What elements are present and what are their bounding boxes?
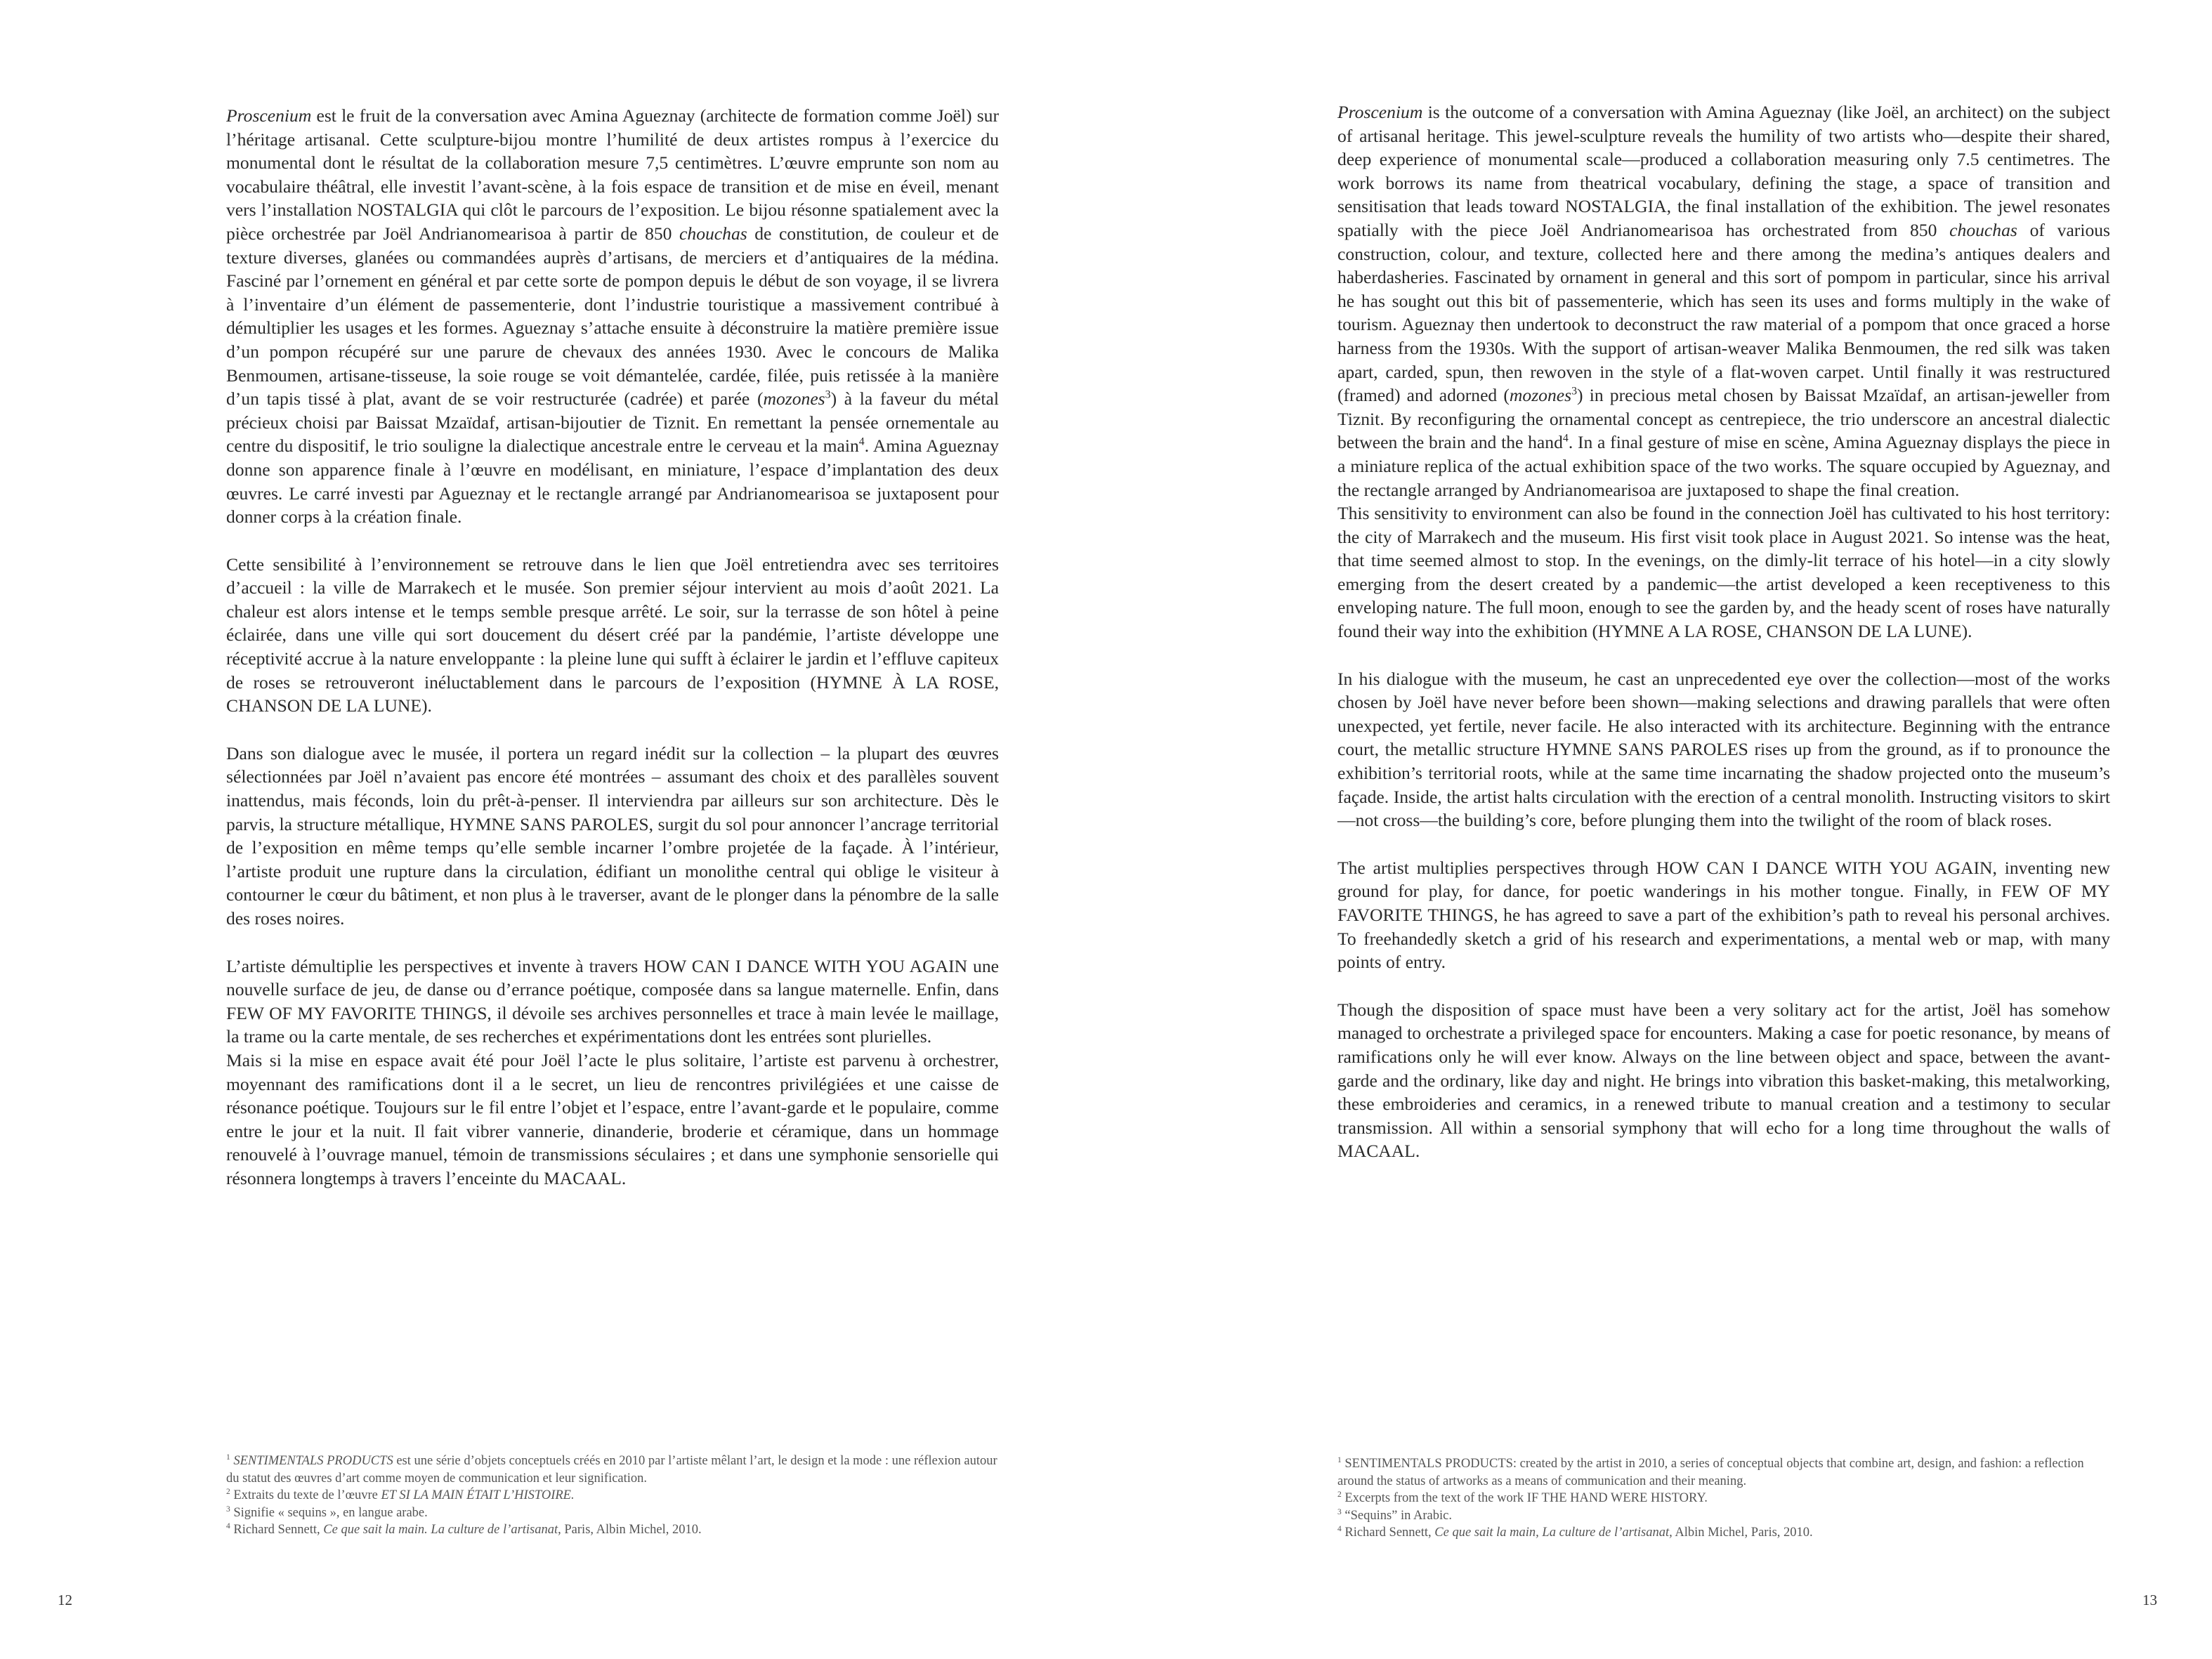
left-paragraph-3: Dans son dialogue avec le musée, il portera un regard inédit sur la collection – la plupart des œuvres sélectionnées par Joël n’avaient pas encore été montrées – assumant des choix et des parallèles souvent inattendus, mais féconds, loin du prêt-à-penser. Il interviendra par ailleurs sur son architecture. Dès le parvis, la structure métallique, HYMNE SANS PAROLES, surgit du sol pour annoncer l’ancrage territorial de l’exposition en même temps qu’elle semble incarner l’ombre projetée de la façade. À l’intérieur, l’artiste produit une rupture dans la circulation, édifiant un monolithe central qui oblige le visiteur à contourner le cœur du bâtiment, et non plus à le traverser, avant de le plonger dans la pénombre de la salle des roses noires. [226,742,999,929]
right-paragraph-2: This sensitivity to environment can also be found in the connection Joël has cultivated to his host territory: the city of Marrakech and the museum. His first visit took place in August 2021. So intense was the heat, that time seemed almost to stop. In the evenings, on the dimly-lit terrace of his hotel—in a city slowly emerging from the desert created by a pandemic—the artist developed a keen receptiveness to this enveloping nature. The full moon, enough to see the garden by, and the heady scent of roses have naturally found their way into the exhibition (HYMNE A LA ROSE, CHANSON DE LA LUNE). [1337,503,2110,642]
page-number-left: 12 [58,1592,72,1608]
right-p1-footnote-ref-4: 4 [1562,432,1569,445]
right-p1-italic-3: mozones [1509,385,1572,406]
right-footnote-3: $^3$ “Sequins” in Arabic. [1337,1507,1452,1523]
left-p1-footnote-ref-3: 3 [825,388,831,401]
right-paragraph-4: The artist multiplies perspectives through HOW CAN I DANCE WITH YOU AGAIN, inventing new ground for play, for dance, for poetic wanderings in his mother tongue. Finally, in FEW OF MY FAVORITE THINGS, he has agreed to save a part of the exhibition’s path to reveal his personal archives. To freehandedly sketch a grid of his research and experimentations, a mental web or map, with many points of entry. [1337,857,2110,973]
left-title-italic: Proscenium [226,105,312,126]
left-p1-footnote-ref-4: 4 [858,435,865,448]
right-paragraph-1 [1337,100,2110,501]
right-footnotes [1337,1455,2117,1542]
left-paragraph-5: Mais si la mise en espace avait été pour Joël l’acte le plus solitaire, l’artiste est parvenu à orchestrer, moyennant des ramifications dont il a le secret, un lieu de rencontres privilégiées et une caisse de résonance poétique. Toujours sur le fil entre l’objet et l’espace, entre l’avant-garde et le populaire, comme entre le jour et la nuit. Il fait vibrer vannerie, dinanderie, broderie et céramique, dans un hommage renouvelé à l’ouvrage manuel, témoin de transmissions séculaires ; et dans une symphonie sensorielle qui résonnera longtemps à travers l’enceinte du MACAAL. [226,1049,999,1188]
left-paragraph-2: Cette sensibilité à l’environnement se retrouve dans le lien que Joël entretiendra avec ses territoires d’accueil : la ville de Marrakech et le musée. Son premier séjour intervient au mois d’août 2021. La chaleur est alors intense et le temps semble presque arrêté. Le soir, sur la terrasse de son hôtel à peine éclairée, dans une ville qui sort doucement du désert créé par la pandémie, l’artiste développe une réceptivité accrue à la nature enveloppante : la pleine lune qui sufft à éclairer le jardin et l’effluve capiteux de roses se retrouveront inéluctablement dans le parcours de l’exposition (HYMNE À LA ROSE, CHANSON DE LA LUNE). [226,553,999,716]
right-p1-text-1: is the outcome of a conversation with Amina Agueznay (like Joël, an architect) on the subject of artisanal heritage. This jewel-sculpture reveals the humility of two artists who—despite their shared, deep experience of monumental scale—produced a collaboration measuring only 7.5 centimetres. The work borrows its name from theatrical vocabulary, defining the stage, a space of transition and sensitisation that leads toward NOSTALGIA, the final installation of the exhibition. The jewel resonates spatially with the piece Joël Andrianomearisoa has orchestrated from 850 [1337,102,2110,240]
left-footnote-3: $^3$ Signifie « sequins », en langue arabe. [226,1504,428,1520]
left-p1-text-3: ) à la faveur du métal précieux choisi par Baissat Mzaïdaf, artisan-bijoutier de Tiznit. En remettant la pensée ornementale au centre du dispositif, le trio souligne la dialectique ancestrale entre le cerveau et la main [226,388,999,457]
right-p1-text-2: of various construction, colour, and texture, collected here and there among the medina’s antiques dealers and haberdasheries. Fascinated by ornament in general and this sort of pompom in particular, since his arrival he has sought out this bit of passementerie, which has seen its uses and forms multiply in the wake of tourism. Agueznay then undertook to deconstruct the raw material of a pompom that once graced a horse harness from the 1930s. With the support of artisan-weaver Malika Benmoumen, the red silk was taken apart, carded, spun, then rewoven in the style of a flat-woven carpet. Until finally it was restructured (framed) and adorned ( [1337,219,2110,406]
right-title-italic: Proscenium [1337,102,1423,122]
right-p1-italic-2: chouchas [1949,219,2017,240]
right-footnote-1: $^1$ SENTIMENTALS PRODUCTS: created by the artist in 2010, a series of conceptual objects that combine art, design, and fashion: a reflection around the status of artworks as a means of communication and their meaning. [1337,1455,2084,1488]
right-body-text [1337,100,2110,1187]
right-paragraph-5: Though the disposition of space must have been a very solitary act for the artist, Joël has somehow managed to orchestrate a privileged space for encounters. Making a case for poetic resonance, by means of ramifications only he will ever know. Always on the line between object and space, between the avant-garde and the ordinary, like day and night. He brings into vibration this basket-making, this metalworking, these embroideries and ceramics, in a renewed tribute to manual creation and a testimony to secular transmission. All within a sensorial symphony that will echo for a long time throughout the walls of MACAAL. [1337,999,2110,1162]
right-p1-footnote-ref-3: 3 [1571,385,1578,398]
left-body-text [226,104,999,1214]
right-page [1106,0,2212,1659]
left-footnote-4: $^4$ Richard Sennett, Ce que sait la main. La culture de l’artisanat, Paris, Albin Michel, 2010. [226,1521,702,1537]
left-footnotes [226,1453,1006,1539]
left-footnote-2: $^2$ Extraits du texte de l’œuvre ET SI LA MAIN ÉTAIT L’HISTOIRE. [226,1487,575,1502]
left-paragraph-1 [226,104,999,529]
page-number-right: 13 [2142,1592,2157,1608]
left-p1-text-1: est le fruit de la conversation avec Amina Agueznay (architecte de formation comme Joël) sur l’héritage artisanal. Cette sculpture-bijou montre l’humilité de deux artistes rompus à l’exercice du monumental dont le résultat de la collaboration mesure 7,5 centimètres. L’œuvre emprunte son nom au vocabulaire théâtral, elle investit l’avant-scène, à la fois espace de transition et de mise en éveil, menant vers l’installation NOSTALGIA qui clôt le parcours de l’exposition. Le bijou résonne spatialement avec la pièce orchestrée par Joël Andrianomearisoa à partir de 850 [226,105,999,244]
right-footnote-4: $^4$ Richard Sennett, Ce que sait la main, La culture de l’artisanat, Albin Michel, Paris, 2010. [1337,1524,1813,1540]
left-p1-text-2: de constitution, de couleur et de texture diverses, glanées ou commandées auprès d’artisans, de merciers et d’antiquaires de la médina. Fasciné par l’ornement en général et par cette sorte de pompon depuis le début de son voyage, il se livrera à l’inventaire d’un élément de passementerie, dont l’industrie touristique a massivement contribué à démultiplier les usages et les formes. Agueznay s’attache ensuite à déconstruire la matière première issue d’un pompon récupéré sur une parure de chevaux des années 1930. Avec le concours de Malika Benmoumen, artisane-tisseuse, la soie rouge se voit démantelée, cardée, filée, puis retissée à la manière d’un tapis tissé à plat, avant de se voir restructurée (cadrée) et parée ( [226,223,999,409]
right-p1-text-3: ) in precious metal chosen by Baissat Mzaïdaf, an artisan-jeweller from Tiznit. By reconfiguring the ornamental concept as centrepiece, the trio underscore an ancestral dialectic between the brain and the hand [1337,385,2110,453]
left-paragraph-4: L’artiste démultiplie les perspectives et invente à travers HOW CAN I DANCE WITH YOU AGAIN une nouvelle surface de jeu, de danse ou d’errance poétique, composée dans sa langue maternelle. Enfin, dans FEW OF MY FAVORITE THINGS, il dévoile ses archives personnelles et trace à main levée le maillage, la trame ou la carte mentale, de ses recherches et expérimentations dont les entrées sont plurielles. [226,955,999,1047]
left-p1-italic-2: chouchas [679,223,747,244]
right-paragraph-3: In his dialogue with the museum, he cast an unprecedented eye over the collection—most of the works chosen by Joël have never before been shown—making selections and drawing parallels that were often unexpected, yet fertile, never facile. He also interacted with its architecture. Beginning with the entrance court, the metallic structure HYMNE SANS PAROLES rises up from the ground, as if to pronounce the exhibition’s territorial roots, while at the same time incarnating the shadow projected onto the museum’s façade. Inside, the artist halts circulation with the erection of a central monolith. Instructing visitors to skirt—not cross—the building’s core, before plunging them into the twilight of the room of black roses. [1337,668,2110,831]
left-p1-italic-3: mozones [763,388,825,409]
right-footnote-2: $^2$ Excerpts from the text of the work IF THE HAND WERE HISTORY. [1337,1490,1708,1505]
right-p1-text-4: . In a final gesture of mise en scène, Amina Agueznay displays the piece in a miniature replica of the actual exhibition space of the two works. The square occupied by Agueznay, and the rectangle arranged by Andrianomearisoa are juxtaposed to shape the final creation. [1337,432,2110,500]
left-p1-text-4: . Amina Agueznay donne son apparence finale à l’œuvre en modélisant, en miniature, l’espace d’implantation des deux œuvres. Le carré investi par Agueznay et le rectangle arrangé par Andrianomearisoa se juxtaposent pour donner corps à la création finale. [226,435,999,527]
left-footnote-1: $^1$ SENTIMENTALS PRODUCTS est une série d’objets conceptuels créés en 2010 par l’artiste mêlant l’art, le design et la mode : une réflexion autour du statut des œuvres d’art comme moyen de communication et leur signification. [226,1453,997,1486]
